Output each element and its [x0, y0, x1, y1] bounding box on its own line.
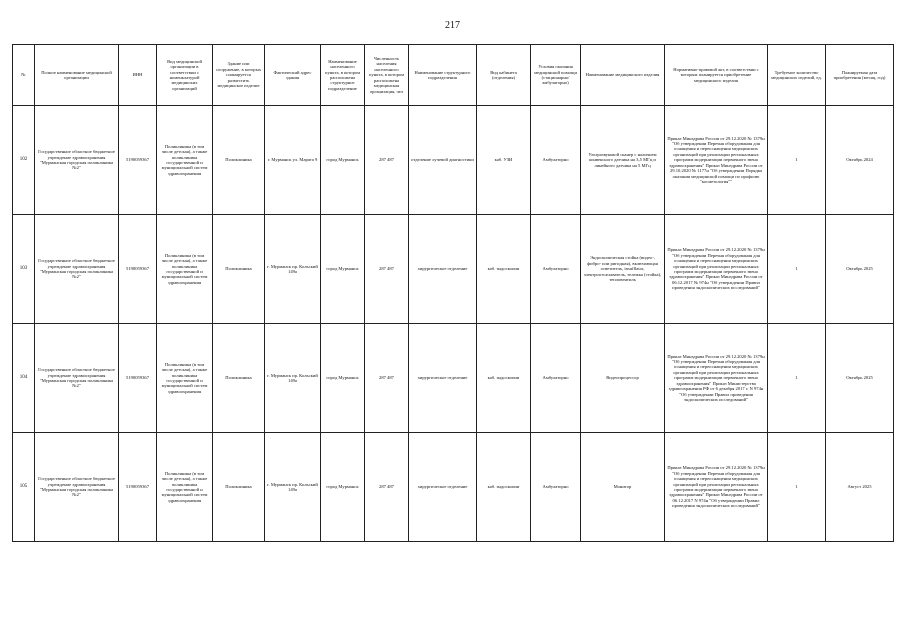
header-cell: Полное наименование медицинской организации	[35, 45, 119, 106]
header-cell: Вид медицинской организации в соответствии с номенклатурой медицинских организаций	[157, 45, 213, 106]
quantity: 1	[768, 433, 826, 542]
building: Поликлиника	[213, 215, 265, 324]
care-conditions: Амбулаторно	[531, 215, 581, 324]
room-type: каб. эндоскопии	[477, 215, 531, 324]
header-cell: Здание или сооружение, в которых планируется разместить медицинское изделие	[213, 45, 265, 106]
address: г. Мурманск пр. Кольский 149а	[265, 324, 321, 433]
population: 287 487	[365, 324, 409, 433]
header-cell: Численность населения населенного пункта, в котором расположена медицинская организация, чел	[365, 45, 409, 106]
care-conditions: Амбулаторно	[531, 433, 581, 542]
header-cell: Нормативно-правовой акт, в соответствии с которым планируется приобретение медицинского изделия	[665, 45, 768, 106]
row-number: 102	[13, 106, 35, 215]
settlement: город Мурманск	[321, 106, 365, 215]
header-cell: Наименование медицинского изделия	[581, 45, 665, 106]
header-cell: Наименование структурного подразделения	[409, 45, 477, 106]
device-name: Монитор	[581, 433, 665, 542]
planned-date: Август 2025	[826, 433, 894, 542]
room-type: каб. эндоскопии	[477, 324, 531, 433]
organization-type: Поликлиника (в том числе детская), а также поликлиника государственной и муниципальной систем здравоохранения	[157, 324, 213, 433]
room-type: каб. УЗИ	[477, 106, 531, 215]
organization-type: Поликлиника (в том числе детская), а также поликлиника государственной и муниципальной систем здравоохранения	[157, 106, 213, 215]
page-number: 217	[445, 20, 460, 31]
inn: 5190059367	[119, 324, 157, 433]
header-cell: Условия оказания медицинской помощи (стационарно/ амбулаторно)	[531, 45, 581, 106]
planned-date: Октябрь 2025	[826, 215, 894, 324]
quantity: 1	[768, 215, 826, 324]
address: г. Мурманск пр. Кольский 149а	[265, 215, 321, 324]
organization-type: Поликлиника (в том числе детская), а также поликлиника государственной и муниципальной систем здравоохранения	[157, 433, 213, 542]
subdivision: хирургическое отделение	[409, 433, 477, 542]
header-cell: Вид кабинета (отделения)	[477, 45, 531, 106]
inn: 5190059367	[119, 106, 157, 215]
organization-name: Государственное областное бюджетное учреждение здравоохранения "Мурманская городская поликлиника №2"	[35, 215, 119, 324]
device-name: Ультразвуковой сканер с наличием конвексного датчика на 3,5 МГц и линейного датчика на 5 МГц	[581, 106, 665, 215]
organization-name: Государственное областное бюджетное учреждение здравоохранения "Мурманская городская поликлиника №2"	[35, 324, 119, 433]
organization-name: Государственное областное бюджетное учреждение здравоохранения "Мурманская городская поликлиника №2"	[35, 433, 119, 542]
table-row	[13, 433, 894, 542]
device-name: Эндоскопическая стойка (видео-, фибро- или ригидная), включающая осветитель, insufflator, электроотсасыватель, тележка (стойка), тепловентиль	[581, 215, 665, 324]
inn: 5190059367	[119, 433, 157, 542]
header-cell: Планируемая дата приобретения (месяц, год)	[826, 45, 894, 106]
legal-act: Приказ Минздрава России от 29.12.2020 № 1379н "Об утверждении Перечня оборудования для оснащения и переоснащения медицинских организаций при реализации региональных программ модернизации первичного звена здравоохранения" Приказ Минздрава России от 06.12.2017 № 974н "Об утверждении Правил проведения эндоскопических исследований"	[665, 215, 768, 324]
planned-date: Октябрь 2024	[826, 106, 894, 215]
building: Поликлиника	[213, 324, 265, 433]
building: Поликлиника	[213, 433, 265, 542]
subdivision: отделение лучевой диагностики	[409, 106, 477, 215]
settlement: город Мурманск	[321, 215, 365, 324]
row-number: 105	[13, 433, 35, 542]
legal-act: Приказ Минздрава России от 29.12.2020 № 1379н "Об утверждении Перечня оборудования для оснащения и переоснащения медицинских организаций при реализации региональных программ модернизации первичного звена здравоохранения" Приказ Минздрава России от 29.10.2020 № 1177н "Об утверждении Порядка оказания медицинской помощи по профилю "косметология""	[665, 106, 768, 215]
row-number: 104	[13, 324, 35, 433]
population: 287 487	[365, 106, 409, 215]
device-name: Видеопроцессор	[581, 324, 665, 433]
header-row	[13, 45, 894, 106]
table-row	[13, 215, 894, 324]
building: Поликлиника	[213, 106, 265, 215]
room-type: каб. эндоскопии	[477, 433, 531, 542]
quantity: 1	[768, 324, 826, 433]
organization-name: Государственное областное бюджетное учреждение здравоохранения "Мурманская городская поликлиника №2"	[35, 106, 119, 215]
equipment-table	[12, 44, 894, 542]
organization-type: Поликлиника (в том числе детская), а также поликлиника государственной и муниципальной систем здравоохранения	[157, 215, 213, 324]
population: 287 487	[365, 215, 409, 324]
header-cell: Требуемое количество медицинских изделий, ед.	[768, 45, 826, 106]
header-cell: ИНН	[119, 45, 157, 106]
legal-act: Приказ Минздрава России от 29.12.2020 № 1379н "Об утверждении Перечня оборудования для оснащения и переоснащения медицинских организаций при реализации региональных программ модернизации первичного звена здравоохранения" Приказ Министерства здравоохранения РФ от 6 декабря 2017 г. N 974н "Об утверждении Правил проведения эндоскопических исследований"	[665, 324, 768, 433]
header-cell: Фактический адрес здания	[265, 45, 321, 106]
care-conditions: Амбулаторно	[531, 106, 581, 215]
table-row	[13, 324, 894, 433]
planned-date: Октябрь 2025	[826, 324, 894, 433]
address: г. Мурманск пр. Кольский 149а	[265, 433, 321, 542]
inn: 5190059367	[119, 215, 157, 324]
subdivision: хирургическое отделение	[409, 215, 477, 324]
header-cell: №	[13, 45, 35, 106]
header-cell: Наименование населенного пункта, в котором расположена структурное подразделение	[321, 45, 365, 106]
address: г. Мурманск ул. Марата 9	[265, 106, 321, 215]
legal-act: Приказ Минздрава России от 29.12.2020 № 1379н "Об утверждении Перечня оборудования для оснащения и переоснащения медицинских организаций при реализации региональных программ модернизации первичного звена здравоохранения" Приказ Минздрава России от 06.12.2017 N 974н "Об утверждении Правил проведения эндоскопических исследований"	[665, 433, 768, 542]
population: 287 487	[365, 433, 409, 542]
subdivision: хирургическое отделение	[409, 324, 477, 433]
care-conditions: Амбулаторно	[531, 324, 581, 433]
settlement: город Мурманск	[321, 324, 365, 433]
settlement: город Мурманск	[321, 433, 365, 542]
quantity: 1	[768, 106, 826, 215]
row-number: 103	[13, 215, 35, 324]
table-row	[13, 106, 894, 215]
